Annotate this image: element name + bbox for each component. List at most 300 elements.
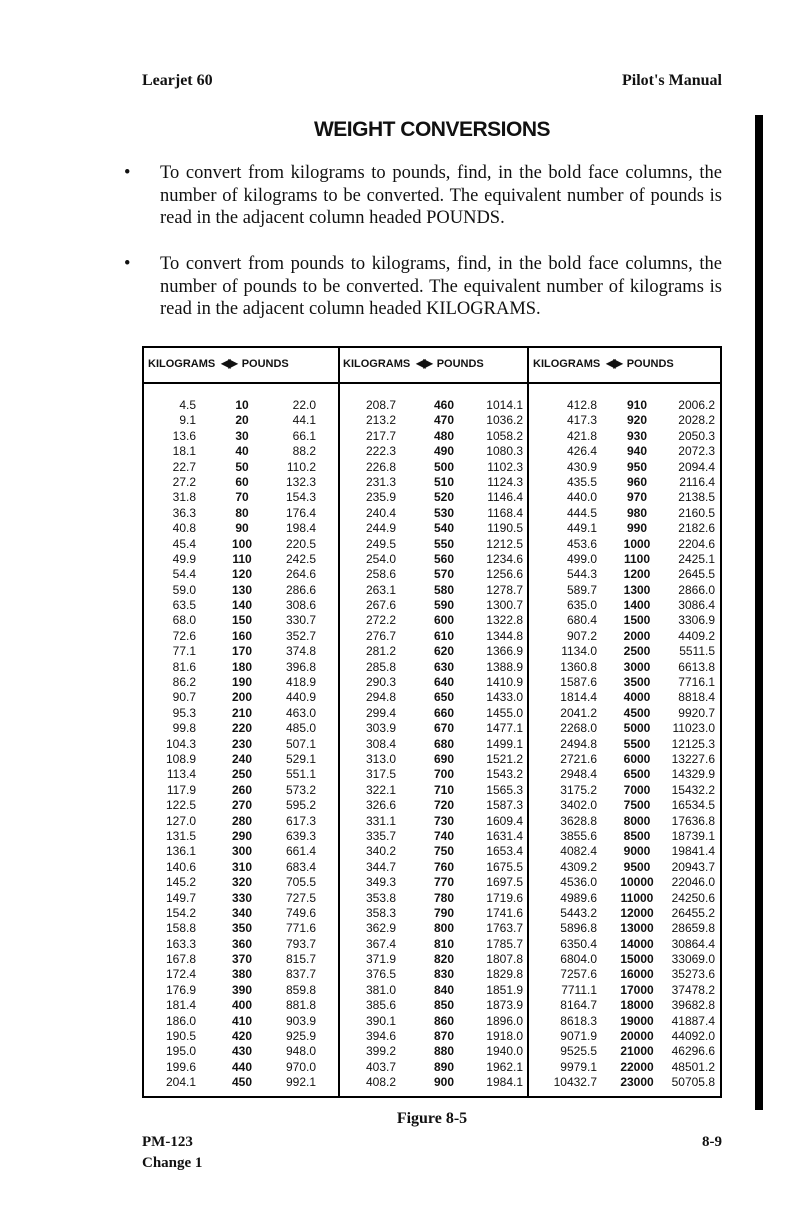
kilograms-cell: 8164.7: [560, 998, 597, 1013]
value-cell: 490: [433, 444, 455, 459]
kilograms-cell: 5896.8: [560, 921, 597, 936]
value-cell: 940: [626, 444, 648, 459]
pounds-cell: 683.4: [285, 859, 316, 874]
kilograms-cell: 449.1: [566, 521, 597, 536]
value-cell: 10: [235, 398, 249, 412]
value-cell: 260: [231, 782, 253, 797]
value-cell: 7000: [623, 782, 651, 797]
header-kilograms: KILOGRAMS: [533, 358, 601, 370]
value-cell: 14000: [620, 936, 654, 951]
pounds-cell: 1058.2: [486, 428, 523, 443]
value-cell: 370: [231, 952, 253, 967]
kilograms-cell: 7711.1: [561, 982, 597, 997]
header-pounds: POUNDS: [626, 358, 674, 370]
value-cell: 12000: [620, 905, 654, 920]
pounds-cell: 463.0: [285, 705, 316, 720]
kilograms-cell: 45.4: [172, 536, 196, 551]
kilograms-cell: 204.1: [165, 1075, 196, 1090]
kilograms-cell: 108.9: [165, 751, 196, 766]
kilograms-cell: 226.8: [365, 459, 396, 474]
left-right-arrow-icon: ◀▶: [606, 356, 621, 370]
pounds-cell: 1168.4: [487, 505, 523, 520]
pounds-cell: 7716.1: [678, 675, 715, 690]
kilograms-cell: 95.3: [172, 705, 196, 720]
pounds-cell: 1741.6: [486, 905, 523, 920]
kilograms-cell: 18.1: [172, 444, 196, 459]
kilograms-cell: 49.9: [172, 551, 196, 566]
instruction-text: To convert from pounds to kilograms, find, in the bold face columns, the number of pounds to be converted. The equivalent number of kilograms is read in the adjacent column headed KILOGRAMS.: [160, 254, 722, 319]
value-cell: 480: [433, 428, 455, 443]
pounds-cell: 2138.5: [678, 490, 715, 505]
value-cell: 210: [231, 705, 253, 720]
kilograms-cell: 4536.0: [560, 875, 597, 890]
kilograms-cell: 172.4: [165, 967, 196, 982]
pounds-cell: 1521.2: [486, 751, 523, 766]
pounds-cell: 1609.4: [486, 813, 523, 828]
pounds-cell: 881.8: [285, 998, 316, 1013]
pounds-cell: 3306.9: [678, 613, 715, 628]
value-cell: 310: [231, 859, 253, 874]
kilograms-cell: 2721.6: [560, 751, 597, 766]
kilograms-cell: 181.4: [165, 998, 196, 1013]
kilograms-cell: 99.8: [172, 721, 196, 736]
change-number: Change 1: [142, 1155, 203, 1171]
value-cell: 850: [433, 998, 455, 1013]
revision-bar: [755, 115, 763, 1110]
kilograms-cell: 440.0: [566, 490, 597, 505]
pounds-cell: 242.5: [285, 551, 316, 566]
value-cell: 580: [433, 582, 455, 597]
value-cell: 100: [231, 536, 253, 551]
kilograms-cell: 122.5: [165, 798, 196, 813]
pounds-cell: 1080.3: [486, 444, 523, 459]
value-cell: 150: [231, 613, 253, 628]
pounds-cell: 1212.5: [486, 536, 523, 551]
kilograms-cell: 453.6: [566, 536, 597, 551]
value-cell: 200: [231, 690, 253, 705]
kilograms-cell: 254.0: [365, 551, 396, 566]
value-cell: 530: [433, 505, 455, 520]
bullet-icon: •: [124, 163, 131, 183]
kilograms-cell: 403.7: [365, 1059, 396, 1074]
kilograms-cell: 13.6: [172, 428, 196, 443]
kilograms-cell: 285.8: [365, 659, 396, 674]
pounds-cell: 2645.5: [678, 567, 715, 582]
pounds-cell: 286.6: [285, 582, 316, 597]
kilograms-cell: 589.7: [566, 582, 597, 597]
value-cell: 170: [231, 644, 253, 659]
pounds-cell: 88.2: [292, 444, 316, 459]
pounds-cell: 1631.4: [486, 828, 523, 843]
kilograms-cell: 426.4: [566, 444, 597, 459]
pounds-cell: 48501.2: [671, 1059, 715, 1074]
value-cell: 2000: [623, 628, 651, 643]
header-aircraft: Learjet 60: [142, 72, 213, 89]
value-cell: 890: [433, 1059, 455, 1074]
pounds-cell: 595.2: [285, 798, 316, 813]
value-cell: 650: [433, 690, 455, 705]
kilograms-cell: 322.1: [365, 782, 396, 797]
pounds-cell: 661.4: [285, 844, 316, 859]
value-cell: 910: [626, 398, 648, 412]
kilograms-cell: 127.0: [165, 813, 196, 828]
kilograms-cell: 3628.8: [560, 813, 597, 828]
value-cell: 700: [433, 767, 455, 782]
pounds-cell: 727.5: [285, 890, 316, 905]
pounds-cell: 35273.6: [671, 967, 715, 982]
kilograms-cell: 680.4: [566, 613, 597, 628]
pounds-cell: 2094.4: [678, 459, 715, 474]
pounds-cell: 1036.2: [486, 413, 523, 428]
pounds-cell: 1829.8: [486, 967, 523, 982]
kilograms-cell: 417.3: [566, 413, 597, 428]
pounds-cell: 198.4: [285, 521, 316, 536]
value-cell: 120: [231, 567, 253, 582]
kilograms-cell: 353.8: [365, 890, 396, 905]
instruction-kg-to-lb: [124, 162, 722, 230]
pounds-cell: 1366.9: [486, 644, 523, 659]
value-cell: 590: [433, 598, 455, 613]
kilograms-cell: 9.1: [179, 413, 196, 428]
kilograms-cell: 190.5: [165, 1029, 196, 1044]
pounds-cell: 44.1: [292, 413, 316, 428]
kilograms-cell: 272.2: [365, 613, 396, 628]
pounds-cell: 44092.0: [671, 1029, 715, 1044]
value-cell: 360: [231, 936, 253, 951]
pounds-cell: 20943.7: [671, 859, 715, 874]
kilograms-cell: 167.8: [165, 952, 196, 967]
pounds-cell: 308.6: [285, 598, 316, 613]
pounds-cell: 948.0: [285, 1044, 316, 1059]
kilograms-cell: 362.9: [365, 921, 396, 936]
value-cell: 1100: [623, 551, 651, 566]
header-kilograms: KILOGRAMS: [148, 358, 216, 370]
kilograms-cell: 367.4: [365, 936, 396, 951]
pounds-cell: 815.7: [285, 952, 316, 967]
value-cell: 950: [626, 459, 648, 474]
value-cell: 21000: [620, 1044, 654, 1059]
value-cell: 6000: [623, 751, 651, 766]
value-cell: 13000: [620, 921, 654, 936]
kilograms-cell: 430.9: [566, 459, 597, 474]
pounds-cell: 1785.7: [486, 936, 523, 951]
value-cell: 960: [626, 474, 648, 489]
pounds-cell: 2028.2: [678, 413, 715, 428]
value-cell: 470: [433, 413, 455, 428]
kilograms-cell: 4309.2: [560, 859, 597, 874]
value-cell: 16000: [620, 967, 654, 982]
value-cell: 9500: [623, 859, 651, 874]
pounds-cell: 903.9: [285, 1013, 316, 1028]
kilograms-cell: 376.5: [365, 967, 396, 982]
pounds-cell: 24250.6: [671, 890, 715, 905]
pounds-cell: 17636.8: [671, 813, 715, 828]
value-cell: 17000: [620, 982, 654, 997]
value-cell: 190: [231, 675, 253, 690]
kilograms-cell: 499.0: [566, 551, 597, 566]
pounds-cell: 13227.6: [671, 751, 715, 766]
header-manual: Pilot's Manual: [621, 72, 722, 89]
pounds-cell: 2050.3: [678, 428, 715, 443]
kilograms-cell: 36.3: [172, 505, 196, 520]
value-cell: 720: [433, 798, 455, 813]
pounds-cell: 132.3: [285, 474, 316, 489]
value-cell: 780: [433, 890, 455, 905]
pounds-cell: 992.1: [285, 1075, 316, 1090]
kilograms-cell: 149.7: [165, 890, 196, 905]
value-cell: 920: [626, 413, 648, 428]
value-cell: 810: [433, 936, 455, 951]
value-cell: 40: [235, 444, 249, 459]
pounds-cell: 26455.2: [671, 905, 715, 920]
value-cell: 300: [231, 844, 253, 859]
pounds-cell: 1719.6: [486, 890, 523, 905]
value-cell: 690: [433, 751, 455, 766]
pounds-cell: 2072.3: [678, 444, 715, 459]
kilograms-cell: 217.7: [365, 428, 396, 443]
value-cell: 1200: [623, 567, 651, 582]
pounds-cell: 19841.4: [671, 844, 715, 859]
value-cell: 520: [433, 490, 455, 505]
value-cell: 160: [231, 628, 253, 643]
pounds-cell: 1344.8: [486, 628, 523, 643]
kilograms-cell: 1360.8: [560, 659, 597, 674]
pounds-cell: 6613.8: [678, 659, 715, 674]
kilograms-cell: 222.3: [365, 444, 396, 459]
value-cell: 3500: [623, 675, 651, 690]
kilograms-cell: 2041.2: [560, 705, 597, 720]
pounds-cell: 1499.1: [486, 736, 523, 751]
kilograms-cell: 81.6: [172, 659, 196, 674]
value-cell: 22000: [620, 1059, 654, 1074]
value-cell: 730: [433, 813, 455, 828]
pounds-cell: 264.6: [285, 567, 316, 582]
pounds-cell: 16534.5: [671, 798, 715, 813]
kilograms-cell: 399.2: [365, 1044, 396, 1059]
pounds-cell: 2006.2: [678, 398, 715, 412]
pounds-cell: 1675.5: [486, 859, 523, 874]
pounds-cell: 1455.0: [486, 705, 523, 720]
header-kilograms: KILOGRAMS: [343, 358, 411, 370]
kilograms-cell: 117.9: [166, 782, 196, 797]
kilograms-cell: 2494.8: [560, 736, 597, 751]
pounds-cell: 1477.1: [486, 721, 523, 736]
kilograms-cell: 6804.0: [560, 952, 597, 967]
pounds-cell: 749.6: [285, 905, 316, 920]
value-cell: 1000: [623, 536, 651, 551]
value-cell: 280: [231, 813, 253, 828]
pounds-cell: 46296.6: [671, 1044, 715, 1059]
kilograms-cell: 136.1: [165, 844, 196, 859]
pounds-cell: 14329.9: [671, 767, 715, 782]
kilograms-cell: 385.6: [365, 998, 396, 1013]
value-cell: 11000: [620, 890, 654, 905]
value-cell: 8000: [623, 813, 651, 828]
pounds-cell: 22.0: [292, 398, 316, 412]
value-cell: 6500: [623, 767, 651, 782]
value-cell: 70: [235, 490, 249, 505]
kilograms-cell: 4.5: [179, 398, 196, 412]
value-cell: 840: [433, 982, 455, 997]
pounds-cell: 485.0: [285, 721, 316, 736]
value-cell: 430: [231, 1044, 253, 1059]
value-cell: 220: [231, 721, 253, 736]
pounds-cell: 41887.4: [671, 1013, 715, 1028]
value-cell: 90: [235, 521, 249, 536]
pounds-cell: 176.4: [285, 505, 316, 520]
pounds-cell: 573.2: [285, 782, 316, 797]
kilograms-cell: 10432.7: [553, 1075, 597, 1090]
page-title: WEIGHT CONVERSIONS: [313, 118, 551, 141]
value-cell: 50: [235, 459, 249, 474]
kilograms-cell: 3402.0: [560, 798, 597, 813]
kilograms-cell: 22.7: [172, 459, 196, 474]
value-cell: 420: [231, 1029, 253, 1044]
value-cell: 800: [433, 921, 455, 936]
value-cell: 560: [433, 551, 455, 566]
value-cell: 270: [231, 798, 253, 813]
pounds-cell: 1873.9: [486, 998, 523, 1013]
kilograms-cell: 267.6: [365, 598, 396, 613]
kilograms-cell: 2948.4: [560, 767, 597, 782]
pounds-cell: 859.8: [285, 982, 316, 997]
value-cell: 110: [232, 551, 252, 566]
kilograms-cell: 9071.9: [560, 1029, 597, 1044]
pounds-cell: 18739.1: [671, 828, 715, 843]
pounds-cell: 1300.7: [486, 598, 523, 613]
kilograms-cell: 381.0: [365, 982, 396, 997]
value-cell: 15000: [620, 952, 654, 967]
pounds-cell: 1962.1: [486, 1059, 523, 1074]
kilograms-cell: 3855.6: [560, 828, 597, 843]
pounds-cell: 925.9: [285, 1029, 316, 1044]
kilograms-cell: 140.6: [165, 859, 196, 874]
kilograms-cell: 213.2: [365, 413, 396, 428]
kilograms-cell: 6350.4: [560, 936, 597, 951]
value-cell: 870: [433, 1029, 455, 1044]
kilograms-cell: 9979.1: [560, 1059, 597, 1074]
kilograms-cell: 235.9: [365, 490, 396, 505]
pounds-cell: 551.1: [285, 767, 316, 782]
value-cell: 240: [231, 751, 253, 766]
pounds-cell: 1984.1: [486, 1075, 523, 1090]
kilograms-cell: 7257.6: [560, 967, 597, 982]
pounds-cell: 1278.7: [486, 582, 523, 597]
value-cell: 630: [433, 659, 455, 674]
conversion-table: [142, 346, 722, 1098]
instruction-lb-to-kg: [124, 253, 722, 321]
kilograms-cell: 113.4: [166, 767, 196, 782]
value-cell: 8500: [623, 828, 651, 843]
pounds-cell: 22046.0: [671, 875, 715, 890]
pounds-cell: 1234.6: [486, 551, 523, 566]
value-cell: 880: [433, 1044, 455, 1059]
pounds-cell: 837.7: [285, 967, 316, 982]
pounds-cell: 2866.0: [678, 582, 715, 597]
value-cell: 440: [231, 1059, 253, 1074]
value-cell: 410: [231, 1013, 253, 1028]
value-cell: 7500: [623, 798, 651, 813]
value-cell: 770: [433, 875, 455, 890]
value-cell: 5500: [623, 736, 651, 751]
kilograms-cell: 131.5: [165, 828, 196, 843]
header-pounds: POUNDS: [436, 358, 484, 370]
pounds-cell: 705.5: [285, 875, 316, 890]
kilograms-cell: 303.9: [365, 721, 396, 736]
kilograms-cell: 77.1: [172, 644, 196, 659]
pounds-cell: 793.7: [285, 936, 316, 951]
pounds-cell: 11023.0: [672, 721, 715, 736]
value-cell: 460: [433, 398, 455, 412]
pounds-cell: 37478.2: [671, 982, 715, 997]
pounds-cell: 1697.5: [486, 875, 523, 890]
kilograms-cell: 9525.5: [560, 1044, 597, 1059]
value-cell: 380: [231, 967, 253, 982]
value-cell: 540: [433, 521, 455, 536]
value-cell: 990: [626, 521, 648, 536]
pounds-cell: 5511.5: [679, 644, 715, 659]
value-cell: 680: [433, 736, 455, 751]
pounds-cell: 1433.0: [486, 690, 523, 705]
bullet-icon: •: [124, 254, 131, 274]
value-cell: 4000: [623, 690, 651, 705]
value-cell: 2500: [623, 644, 651, 659]
pounds-cell: 617.3: [285, 813, 316, 828]
pounds-cell: 30864.4: [671, 936, 715, 951]
pounds-cell: 418.9: [285, 675, 316, 690]
value-cell: 23000: [620, 1075, 654, 1090]
kilograms-cell: 199.6: [165, 1059, 196, 1074]
value-cell: 550: [433, 536, 455, 551]
value-cell: 60: [235, 474, 249, 489]
value-cell: 290: [231, 828, 253, 843]
pounds-cell: 9920.7: [678, 705, 715, 720]
value-cell: 350: [231, 921, 253, 936]
kilograms-cell: 145.2: [165, 875, 196, 890]
value-cell: 860: [433, 1013, 455, 1028]
header-pounds: POUNDS: [241, 358, 289, 370]
kilograms-cell: 86.2: [172, 675, 196, 690]
pounds-cell: 12125.3: [671, 736, 715, 751]
pounds-cell: 2204.6: [678, 536, 715, 551]
kilograms-cell: 1134.0: [561, 644, 597, 659]
value-cell: 830: [433, 967, 455, 982]
kilograms-cell: 412.8: [566, 398, 597, 412]
kilograms-cell: 263.1: [365, 582, 396, 597]
value-cell: 3000: [623, 659, 651, 674]
kilograms-cell: 31.8: [172, 490, 196, 505]
pounds-cell: 396.8: [285, 659, 316, 674]
kilograms-cell: 2268.0: [560, 721, 597, 736]
pounds-cell: 1388.9: [486, 659, 523, 674]
pounds-cell: 1940.0: [486, 1044, 523, 1059]
kilograms-cell: 331.1: [365, 813, 396, 828]
value-cell: 970: [626, 490, 648, 505]
pounds-cell: 50705.8: [671, 1075, 715, 1090]
value-cell: 660: [433, 705, 455, 720]
pounds-cell: 970.0: [285, 1059, 316, 1074]
column-header: [343, 356, 484, 374]
header-divider: [144, 382, 720, 384]
pounds-cell: 1543.2: [486, 767, 523, 782]
kilograms-cell: 435.5: [566, 474, 597, 489]
value-cell: 4500: [623, 705, 651, 720]
value-cell: 20000: [620, 1029, 654, 1044]
kilograms-cell: 240.4: [365, 505, 396, 520]
value-cell: 790: [433, 905, 455, 920]
kilograms-cell: 231.3: [365, 474, 396, 489]
kilograms-cell: 390.1: [365, 1013, 396, 1028]
